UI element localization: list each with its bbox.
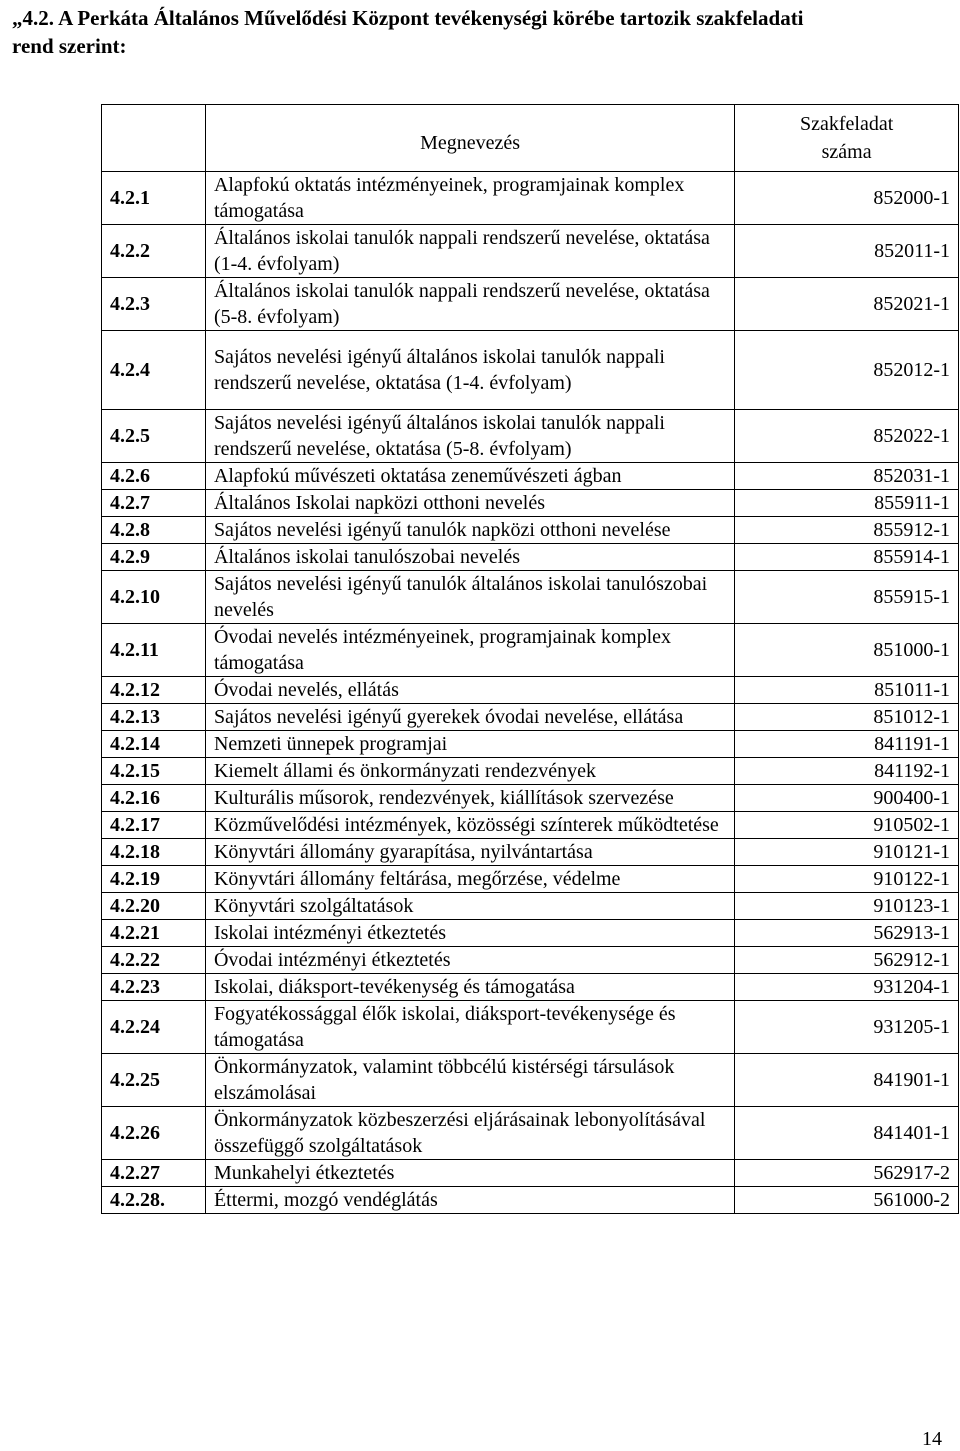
row-name: Könyvtári állomány feltárása, megőrzése, védelme [205,866,734,893]
row-number: 4.2.25 [102,1054,206,1107]
header-code-line-1: Szakfeladat [799,113,894,135]
row-number: 4.2.17 [102,812,206,839]
table-row [102,1160,959,1187]
row-code: 931205-1 [735,1001,959,1054]
row-name: Óvodai nevelés, ellátás [205,677,734,704]
row-name: Alapfokú művészeti oktatása zeneművészeti ágban [205,463,734,490]
row-name: Önkormányzatok közbeszerzési eljárásainak lebonyolításával összefüggő szolgáltatások [205,1107,734,1160]
table-row [102,704,959,731]
row-name: Alapfokú oktatás intézményeinek, programjainak komplex támogatása [205,172,734,225]
row-code: 852000-1 [735,172,959,225]
table-row [102,225,959,278]
table-row [102,947,959,974]
row-code: 852022-1 [735,410,959,463]
row-name: Fogyatékossággal élők iskolai, diáksport-tevékenysége és támogatása [205,1001,734,1054]
table-row [102,839,959,866]
page-number: 14 [922,1428,942,1450]
table-row [102,1107,959,1160]
header-name: Megnevezés [205,105,734,172]
row-number: 4.2.13 [102,704,206,731]
row-number: 4.2.20 [102,893,206,920]
table-row [102,677,959,704]
row-name: Sajátos nevelési igényű tanulók általános iskolai tanulószobai nevelés [205,571,734,624]
table-row [102,331,959,410]
activity-code-table [101,104,959,1214]
row-code: 910121-1 [735,839,959,866]
row-code: 851012-1 [735,704,959,731]
header-number [102,105,206,172]
table-row [102,278,959,331]
row-code: 562917-2 [735,1160,959,1187]
table-row [102,758,959,785]
row-name: Kiemelt állami és önkormányzati rendezvények [205,758,734,785]
table-header-row [102,105,959,172]
row-number: 4.2.2 [102,225,206,278]
row-number: 4.2.24 [102,1001,206,1054]
row-number: 4.2.28. [102,1187,206,1214]
table-row [102,731,959,758]
row-name: Közművelődési intézmények, közösségi színterek működtetése [205,812,734,839]
row-number: 4.2.12 [102,677,206,704]
row-number: 4.2.18 [102,839,206,866]
row-number: 4.2.10 [102,571,206,624]
table-row [102,172,959,225]
row-code: 562913-1 [735,920,959,947]
row-code: 910122-1 [735,866,959,893]
row-code: 852031-1 [735,463,959,490]
table-row [102,812,959,839]
row-name: Sajátos nevelési igényű általános iskolai tanulók nappali rendszerű nevelése, oktatása (1-4. évfolyam) [205,331,734,410]
row-name: Általános iskolai tanulók nappali rendszerű nevelése, oktatása (5-8. évfolyam) [205,278,734,331]
table-row [102,624,959,677]
row-number: 4.2.21 [102,920,206,947]
row-code: 841901-1 [735,1054,959,1107]
row-name: Éttermi, mozgó vendéglátás [205,1187,734,1214]
table-row [102,974,959,1001]
row-number: 4.2.6 [102,463,206,490]
section-heading-line-1: „4.2. A Perkáta Általános Művelődési Központ tevékenységi körébe tartozik szakfeladati [12,6,804,30]
row-name: Sajátos nevelési igényű általános iskolai tanulók nappali rendszerű nevelése, oktatása (5-8. évfolyam) [205,410,734,463]
table-row [102,893,959,920]
table-row [102,490,959,517]
table-row [102,544,959,571]
row-code: 910502-1 [735,812,959,839]
row-number: 4.2.4 [102,331,206,410]
row-number: 4.2.3 [102,278,206,331]
row-name: Óvodai intézményi étkeztetés [205,947,734,974]
table-row [102,920,959,947]
row-code: 841192-1 [735,758,959,785]
row-code: 855912-1 [735,517,959,544]
table-row [102,517,959,544]
row-code: 841401-1 [735,1107,959,1160]
row-number: 4.2.26 [102,1107,206,1160]
header-code-line-2: száma [821,141,872,163]
row-number: 4.2.19 [102,866,206,893]
row-code: 931204-1 [735,974,959,1001]
section-heading-line-2: rend szerint: [12,34,127,58]
row-code: 855915-1 [735,571,959,624]
row-name: Munkahelyi étkeztetés [205,1160,734,1187]
row-number: 4.2.1 [102,172,206,225]
row-name: Általános iskolai tanulószobai nevelés [205,544,734,571]
header-code [735,105,959,172]
row-number: 4.2.7 [102,490,206,517]
row-code: 851011-1 [735,677,959,704]
row-number: 4.2.14 [102,731,206,758]
row-name: Általános iskolai tanulók nappali rendszerű nevelése, oktatása (1-4. évfolyam) [205,225,734,278]
row-name: Általános Iskolai napközi otthoni nevelés [205,490,734,517]
row-number: 4.2.9 [102,544,206,571]
row-name: Iskolai, diáksport-tevékenység és támogatása [205,974,734,1001]
table-body [102,172,959,1214]
row-name: Kulturális műsorok, rendezvények, kiállítások szervezése [205,785,734,812]
row-name: Könyvtári állomány gyarapítása, nyilvántartása [205,839,734,866]
row-number: 4.2.5 [102,410,206,463]
row-code: 561000-2 [735,1187,959,1214]
row-name: Sajátos nevelési igényű gyerekek óvodai nevelése, ellátása [205,704,734,731]
table-row [102,1001,959,1054]
row-number: 4.2.16 [102,785,206,812]
row-code: 852011-1 [735,225,959,278]
row-name: Óvodai nevelés intézményeinek, programjainak komplex támogatása [205,624,734,677]
row-number: 4.2.27 [102,1160,206,1187]
section-heading [12,4,942,60]
table-row [102,785,959,812]
row-code: 851000-1 [735,624,959,677]
table-row [102,463,959,490]
row-number: 4.2.15 [102,758,206,785]
row-code: 900400-1 [735,785,959,812]
row-name: Önkormányzatok, valamint többcélú kistérségi társulások elszámolásai [205,1054,734,1107]
row-code: 841191-1 [735,731,959,758]
table-row [102,571,959,624]
row-number: 4.2.23 [102,974,206,1001]
row-code: 562912-1 [735,947,959,974]
table-row [102,410,959,463]
row-name: Könyvtári szolgáltatások [205,893,734,920]
row-name: Sajátos nevelési igényű tanulók napközi otthoni nevelése [205,517,734,544]
row-code: 852012-1 [735,331,959,410]
row-code: 852021-1 [735,278,959,331]
row-number: 4.2.8 [102,517,206,544]
row-name: Nemzeti ünnepek programjai [205,731,734,758]
row-name: Iskolai intézményi étkeztetés [205,920,734,947]
table-row [102,1187,959,1214]
row-code: 855914-1 [735,544,959,571]
row-number: 4.2.11 [102,624,206,677]
row-code: 855911-1 [735,490,959,517]
table-row [102,1054,959,1107]
row-number: 4.2.22 [102,947,206,974]
table-row [102,866,959,893]
row-code: 910123-1 [735,893,959,920]
